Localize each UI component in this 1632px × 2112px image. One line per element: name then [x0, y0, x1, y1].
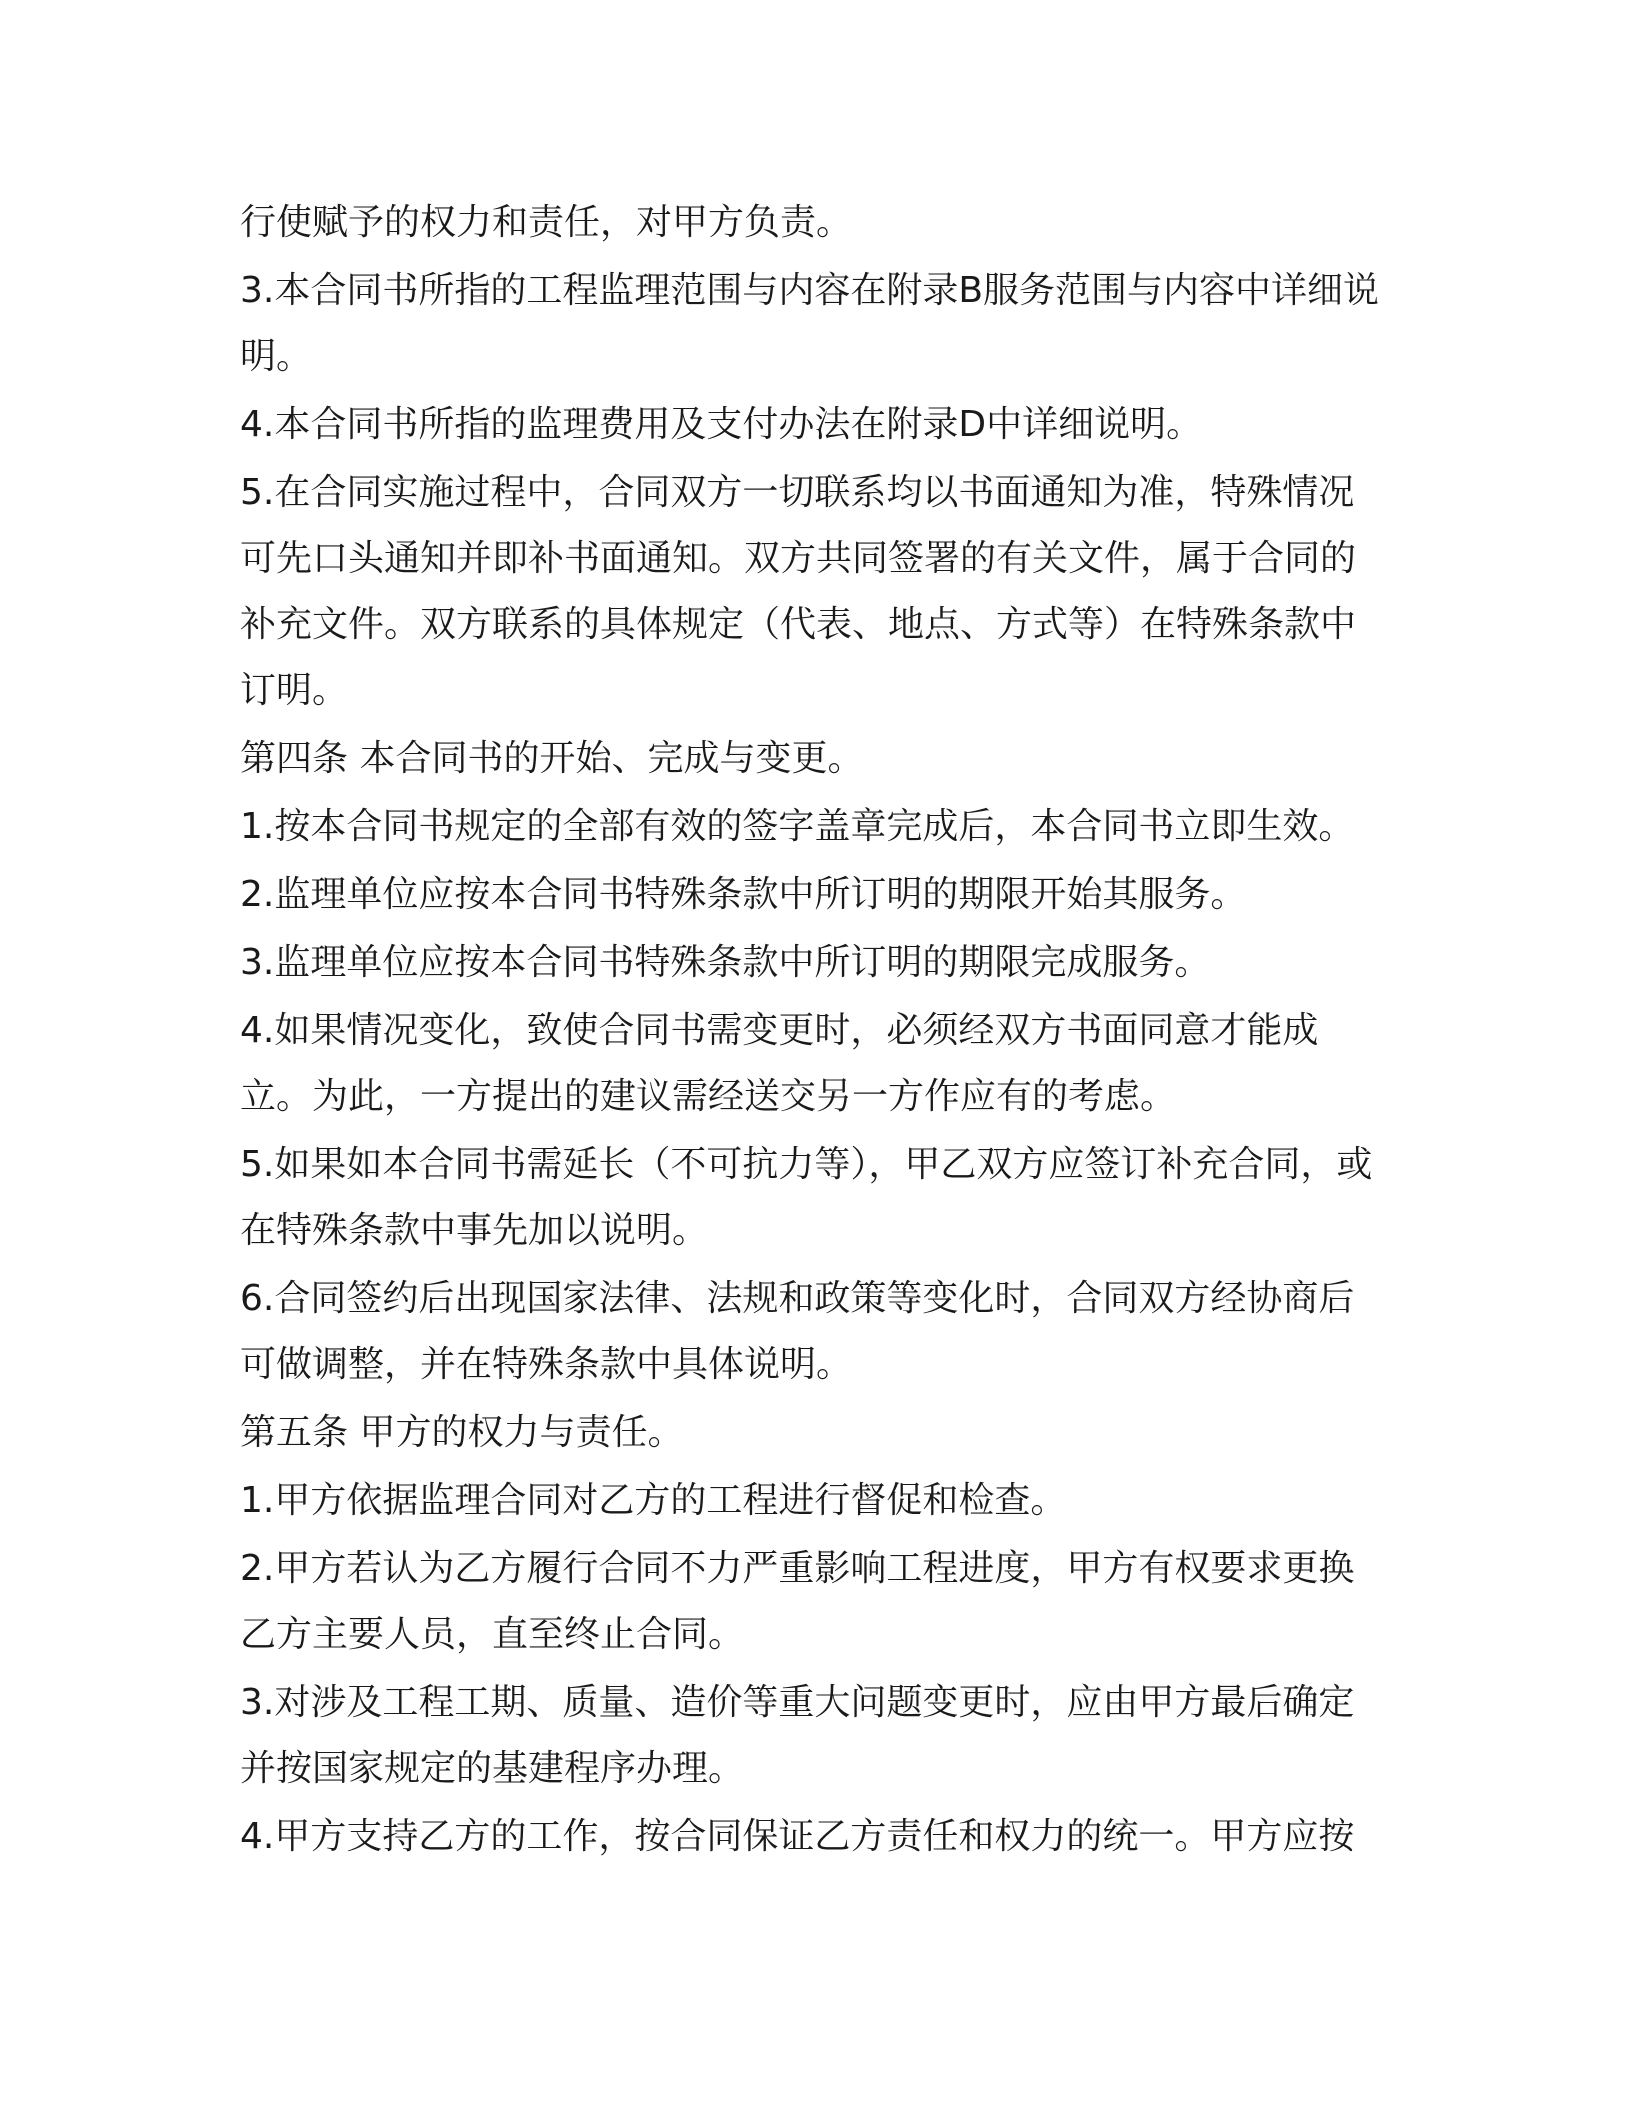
article-5-heading: 第五条 甲方的权力与责任。	[240, 1412, 684, 1453]
clause-5-3-major-issues: 3.对涉及工程工期、质量、造价等重大问题变更时，应由甲方最后确定并按国家规定的基建程序办理。	[240, 1682, 1355, 1789]
clause-5-1-supervision: 1.甲方依据监理合同对乙方的工程进行督促和检查。	[240, 1480, 1067, 1521]
clause-4-2-start: 2.监理单位应按本合同书特殊条款中所订明的期限开始其服务。	[240, 874, 1247, 915]
clause-4-6-law-change: 6.合同签约后出现国家法律、法规和政策等变化时，合同双方经协商后可做调整，并在特殊条款中具体说明。	[240, 1278, 1355, 1385]
clause-4-5-extension: 5.如果如本合同书需延长（不可抗力等），甲乙双方应签订补充合同，或在特殊条款中事先加以说明。	[240, 1144, 1373, 1251]
clause-3-3-scope: 3.本合同书所指的工程监理范围与内容在附录B服务范围与内容中详细说明。	[240, 270, 1380, 377]
clause-5-4-support: 4.甲方支持乙方的工作，按合同保证乙方责任和权力的统一。甲方应按	[240, 1816, 1355, 1857]
clause-5-2-replace: 2.甲方若认为乙方履行合同不力严重影响工程进度，甲方有权要求更换乙方主要人员，直至终止合同。	[240, 1548, 1355, 1655]
clause-3-5-communication: 5.在合同实施过程中，合同双方一切联系均以书面通知为准，特殊情况可先口头通知并即补书面通知。双方共同签署的有关文件，属于合同的补充文件。双方联系的具体规定（代表、地点、方式等）在特殊条款中订明。	[240, 472, 1357, 711]
clause-4-4-change: 4.如果情况变化，致使合同书需变更时，必须经双方书面同意才能成立。为此，一方提出的建议需经送交另一方作应有的考虑。	[240, 1010, 1319, 1117]
document-body	[240, 190, 1390, 1872]
paragraph-continuation: 行使赋予的权力和责任，对甲方负责。	[240, 202, 853, 243]
clause-4-1-effective: 1.按本合同书规定的全部有效的签字盖章完成后，本合同书立即生效。	[240, 806, 1355, 847]
article-4-heading: 第四条 本合同书的开始、完成与变更。	[240, 738, 864, 779]
clause-3-4-fees: 4.本合同书所指的监理费用及支付办法在附录D中详细说明。	[240, 404, 1203, 445]
clause-4-3-complete: 3.监理单位应按本合同书特殊条款中所订明的期限完成服务。	[240, 942, 1211, 983]
